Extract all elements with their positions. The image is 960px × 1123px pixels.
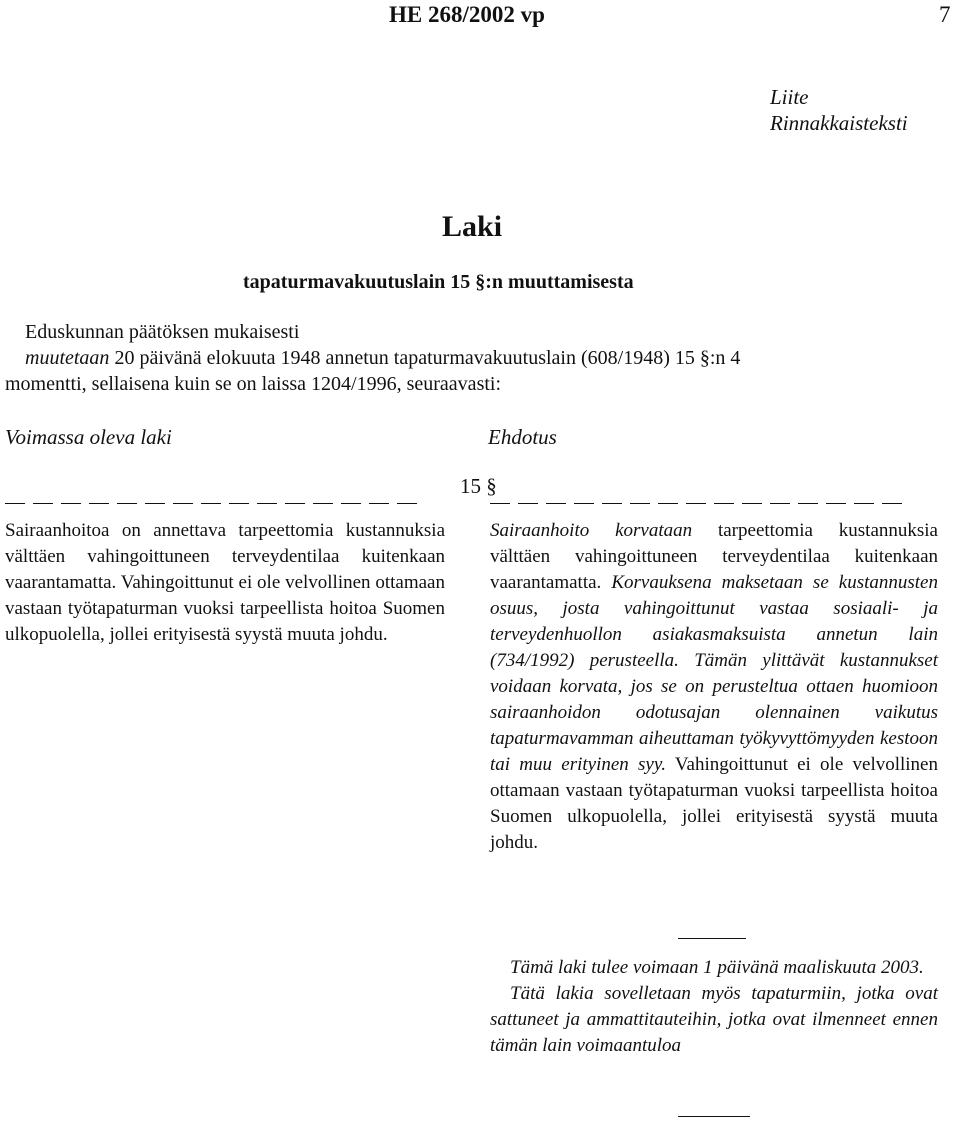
left-column-heading: Voimassa oleva laki bbox=[5, 425, 172, 449]
intro-line-2-italic: muutetaan bbox=[25, 347, 110, 369]
document-id: HE 268/2002 vp bbox=[389, 2, 545, 27]
separator-rule-2 bbox=[678, 1116, 750, 1117]
proposal-part-3: Korvauksena maksetaan se kustannusten osuus, josta vahingoittunut vastaa sosiaali- ja terveydenhuollon asiakasmaksuista annetun lain (734/1992) perusteella. Tämän ylittävät kustannukset voidaan korvata, jos se on perusteltua ottaen huomioon sairaanhoidon odotusajan olennainen vaikutus tapaturmavamman aiheuttaman työkyvyttömyyden kestoon tai muu erityinen syy. bbox=[490, 572, 938, 775]
intro-line-2 bbox=[5, 345, 740, 371]
appendix-line-1: Liite bbox=[770, 85, 809, 109]
appendix-line-2: Rinnakkaisteksti bbox=[770, 111, 908, 135]
proposal-part-1: Sairaanhoito korvataan bbox=[490, 520, 693, 541]
law-title: Laki bbox=[442, 210, 503, 243]
appendix-label bbox=[770, 84, 908, 136]
proposal-text bbox=[490, 518, 938, 856]
intro-line-1: Eduskunnan päätöksen mukaisesti bbox=[25, 321, 300, 343]
page-number: 7 bbox=[939, 2, 951, 27]
right-omission-dashes bbox=[490, 503, 902, 504]
separator-rule-1 bbox=[678, 938, 746, 939]
intro-text bbox=[5, 319, 740, 397]
section-number: 15 § bbox=[460, 474, 497, 498]
left-omission-dashes bbox=[5, 503, 417, 504]
proposal-part-4: Vahingoittunut ei ole velvollinen ottamaan vastaan työtapaturman vuoksi tarpeellista hoitoa Suomen ulkopuolella, jollei erityisestä syystä muuta johdu. bbox=[490, 754, 938, 853]
current-law-text: Sairaanhoitoa on annettava tarpeettomia kustannuksia välttäen vahingoittuneen terveydentilaa kuitenkaan vaarantamatta. Vahingoittunut ei ole velvollinen ottamaan vastaan työtapaturman vuoksi tarpeellista hoitoa Suomen ulkopuolella, jollei erityisestä syystä muuta johdu. bbox=[5, 520, 445, 645]
enactment-provisions bbox=[490, 955, 938, 1059]
law-subtitle: tapaturmavakuutuslain 15 §:n muuttamisesta bbox=[243, 271, 634, 293]
proposal-part-2: tarpeettomia kustannuksia välttäen vahingoittuneen terveydentilaa kuitenkaan vaarantamatta. bbox=[490, 520, 938, 593]
intro-line-2-rest: 20 päivänä elokuuta 1948 annetun tapaturmavakuutuslain (608/1948) 15 §:n 4 bbox=[109, 347, 741, 369]
enactment-paragraph-1: Tämä laki tulee voimaan 1 päivänä maaliskuuta 2003. bbox=[510, 957, 924, 978]
intro-line-3: momentti, sellaisena kuin se on laissa 1204/1996, seuraavasti: bbox=[5, 373, 502, 395]
enactment-paragraph-2: Tätä lakia sovelletaan myös tapaturmiin, jotka ovat sattuneet ja ammattitauteihin, jotka ovat ilmenneet ennen tämän lain voimaantuloa bbox=[490, 983, 938, 1056]
right-column-heading: Ehdotus bbox=[488, 425, 557, 449]
